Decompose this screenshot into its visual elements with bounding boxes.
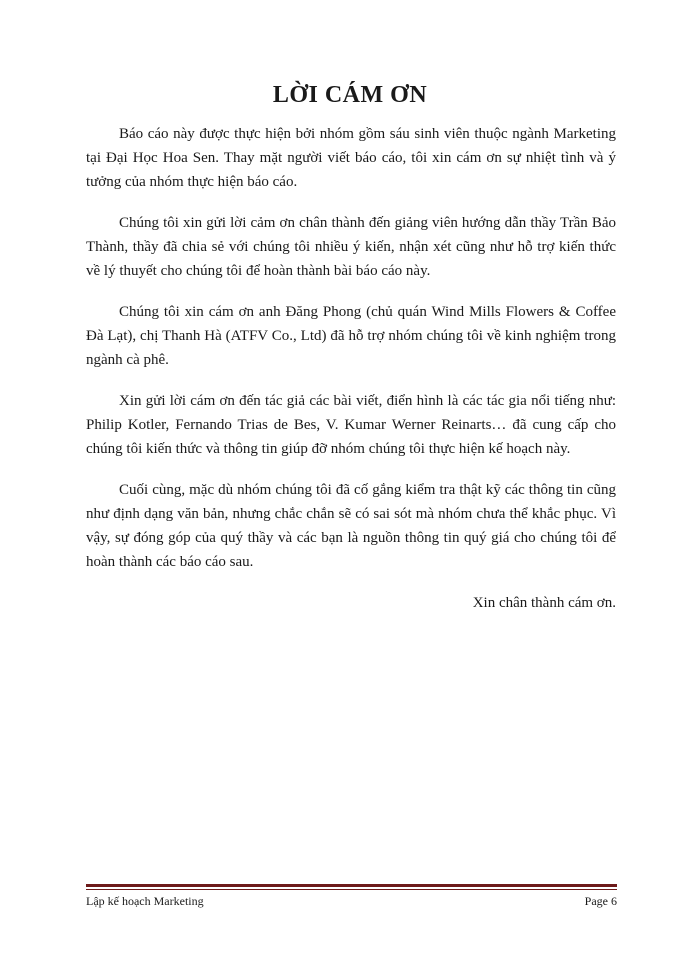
footer-divider-thick	[86, 884, 617, 887]
footer-page-number: Page 6	[584, 894, 617, 908]
footer-divider	[86, 884, 617, 890]
paragraph-4: Xin gửi lời cám ơn đến tác giả các bài viết, điển hình là các tác gia nổi tiếng như: Philip Kotler, Fernando Trias de Bes, V. Kumar Werner Reinarts… đã cung cấp cho chúng tôi kiến thức và thông tin giúp đỡ nhóm chúng tôi thực hiện kế hoạch này.	[86, 393, 616, 457]
footer-divider-thin	[86, 889, 617, 890]
closing-line: Xin chân thành cám ơn.	[472, 595, 616, 611]
document-body	[86, 122, 616, 615]
paragraph-5: Cuối cùng, mặc dù nhóm chúng tôi đã cố gắng kiểm tra thật kỹ các thông tin cũng như định dạng văn bản, nhưng chắc chắn sẽ có sai sót mà nhóm chưa thể khắc phục. Vì vậy, sự đóng góp của quý thầy và các bạn là nguồn thông tin quý giá cho chúng tôi để hoàn thành các báo cáo sau.	[86, 482, 616, 570]
paragraph-3: Chúng tôi xin cám ơn anh Đăng Phong (chủ quán Wind Mills Flowers & Coffee Đà Lạt), chị Thanh Hà (ATFV Co., Ltd) đã hỗ trợ nhóm chúng tôi về kinh nghiệm trong ngành cà phê.	[86, 304, 616, 368]
page-title: LỜI CÁM ƠN	[272, 82, 428, 108]
footer-document-name: Lập kế hoạch Marketing	[86, 894, 204, 908]
paragraph-2: Chúng tôi xin gửi lời cảm ơn chân thành đến giảng viên hướng dẫn thầy Trần Bảo Thành, thầy đã chia sẻ với chúng tôi nhiều ý kiến, nhận xét cũng như hỗ trợ kiến thức về lý thuyết cho chúng tôi để hoàn thành bài báo cáo này.	[86, 215, 616, 279]
paragraph-1: Báo cáo này được thực hiện bởi nhóm gồm sáu sinh viên thuộc ngành Marketing tại Đại Học Hoa Sen. Thay mặt người viết báo cáo, tôi xin cám ơn sự nhiệt tình và ý tưởng của nhóm thực hiện báo cáo.	[86, 126, 616, 190]
